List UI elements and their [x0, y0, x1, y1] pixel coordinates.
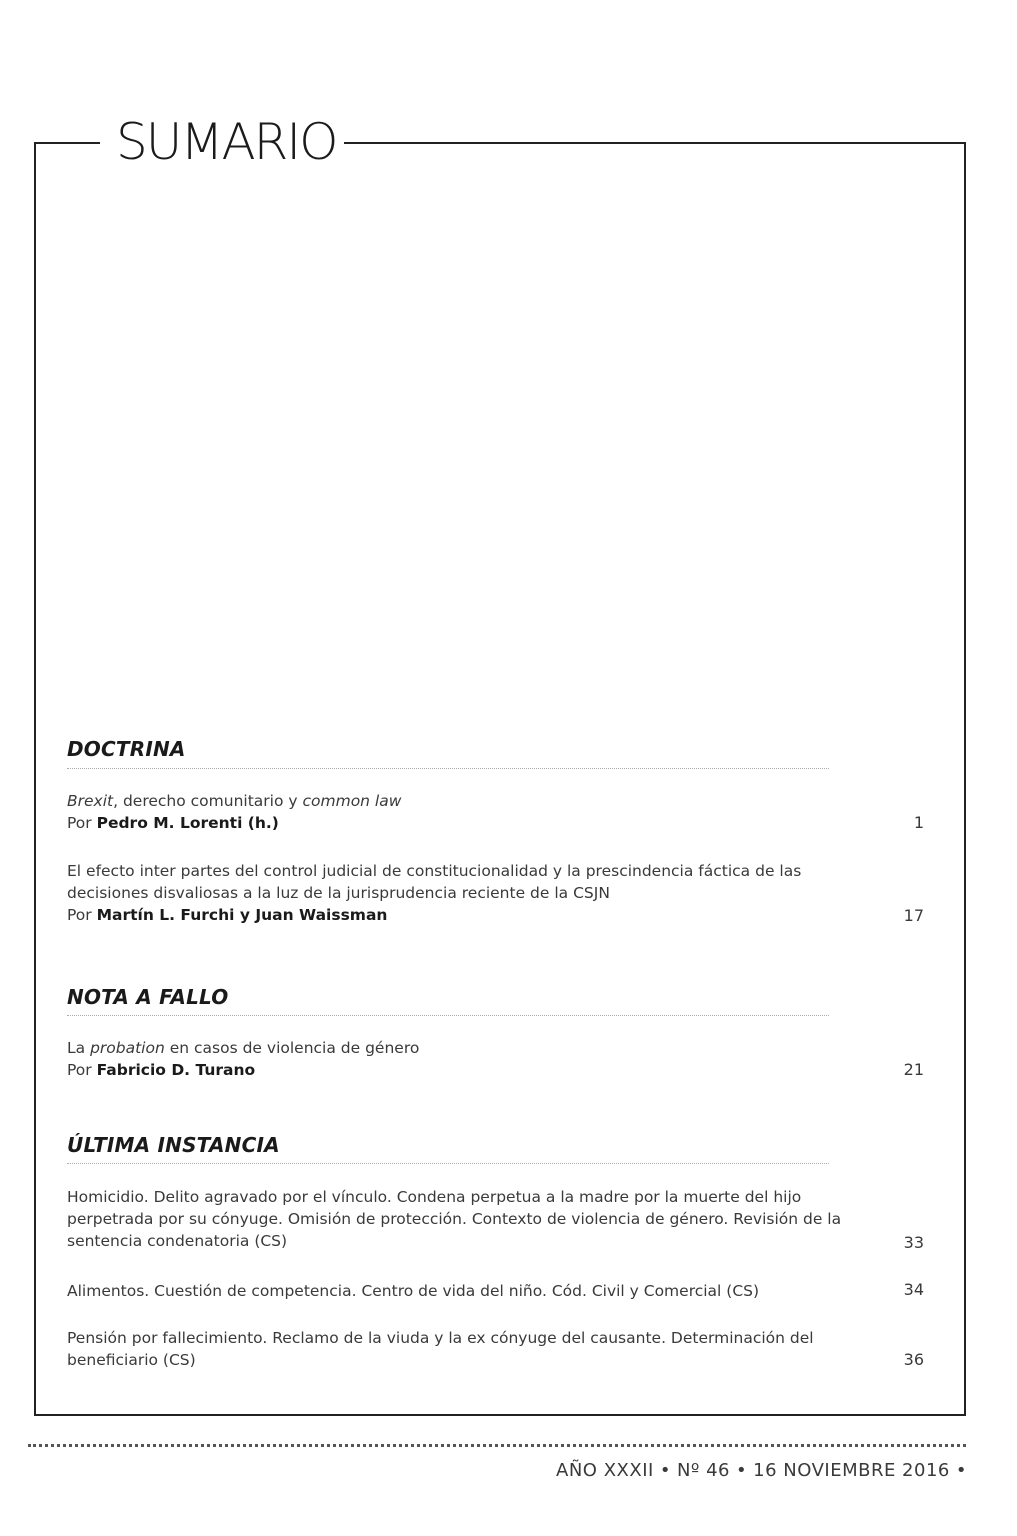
entry-author: Por Pedro M. Lorenti (h.)	[67, 814, 279, 832]
entry-title: Brexit, derecho comunitario y common law	[67, 792, 402, 810]
entry-page-number: 34	[903, 1280, 924, 1299]
issue-footer	[556, 1460, 973, 1481]
entry-title: El efecto inter partes del control judicial de constitucionalidad y la prescindencia fáctica de las decisiones disvaliosas a la luz de la jurisprudencia reciente de la CSJN	[67, 862, 802, 902]
entry-author: Por Fabricio D. Turano	[67, 1061, 256, 1079]
section-heading-nota-a-fallo: NOTA A FALLO	[67, 985, 229, 1009]
list-item[interactable]	[67, 1037, 857, 1081]
frame-top-rule-left	[34, 142, 100, 144]
entry-page-number: 21	[903, 1060, 924, 1079]
section-divider	[67, 768, 829, 769]
footer-number: Nº 46	[676, 1460, 731, 1481]
entry-title: Pensión por fallecimiento. Reclamo de la viuda y la ex cónyuge del causante. Determinación del beneficiario (CS)	[67, 1329, 814, 1369]
footer-date: 16 NOVIEMBRE 2016	[753, 1460, 950, 1481]
list-item[interactable]	[67, 1280, 857, 1302]
footer-bullet: •	[736, 1460, 748, 1481]
entry-title: Homicidio. Delito agravado por el vínculo. Condena perpetua a la madre por la muerte del hijo perpetrada por su cónyuge. Omisión de protección. Contexto de violencia de género. Revisión de la sentencia condenatoria (CS)	[67, 1188, 842, 1250]
list-item[interactable]	[67, 790, 857, 834]
entry-page-number: 36	[903, 1350, 924, 1369]
entry-page-number: 33	[903, 1233, 924, 1252]
entry-page-number: 17	[903, 906, 924, 925]
footer-year: AÑO XXXII	[556, 1460, 654, 1481]
section-divider	[67, 1015, 829, 1016]
entry-title: Alimentos. Cuestión de competencia. Centro de vida del niño. Cód. Civil y Comercial (CS)	[67, 1282, 760, 1300]
list-item[interactable]	[67, 1327, 857, 1371]
footer-bullet: •	[659, 1460, 671, 1481]
footer-dotted-rule	[28, 1444, 966, 1447]
list-item[interactable]	[67, 1186, 857, 1252]
section-divider	[67, 1163, 829, 1164]
footer-bullet: •	[955, 1460, 967, 1481]
entry-title: La probation en casos de violencia de género	[67, 1039, 420, 1057]
list-item[interactable]	[67, 860, 857, 926]
frame-top-rule-right	[344, 142, 964, 144]
section-heading-doctrina: DOCTRINA	[67, 737, 186, 761]
section-heading-ultima-instancia: ÚLTIMA INSTANCIA	[67, 1133, 280, 1157]
page-title: SUMARIO	[116, 113, 337, 171]
entry-author: Por Martín L. Furchi y Juan Waissman	[67, 906, 388, 924]
entry-page-number: 1	[913, 813, 924, 832]
